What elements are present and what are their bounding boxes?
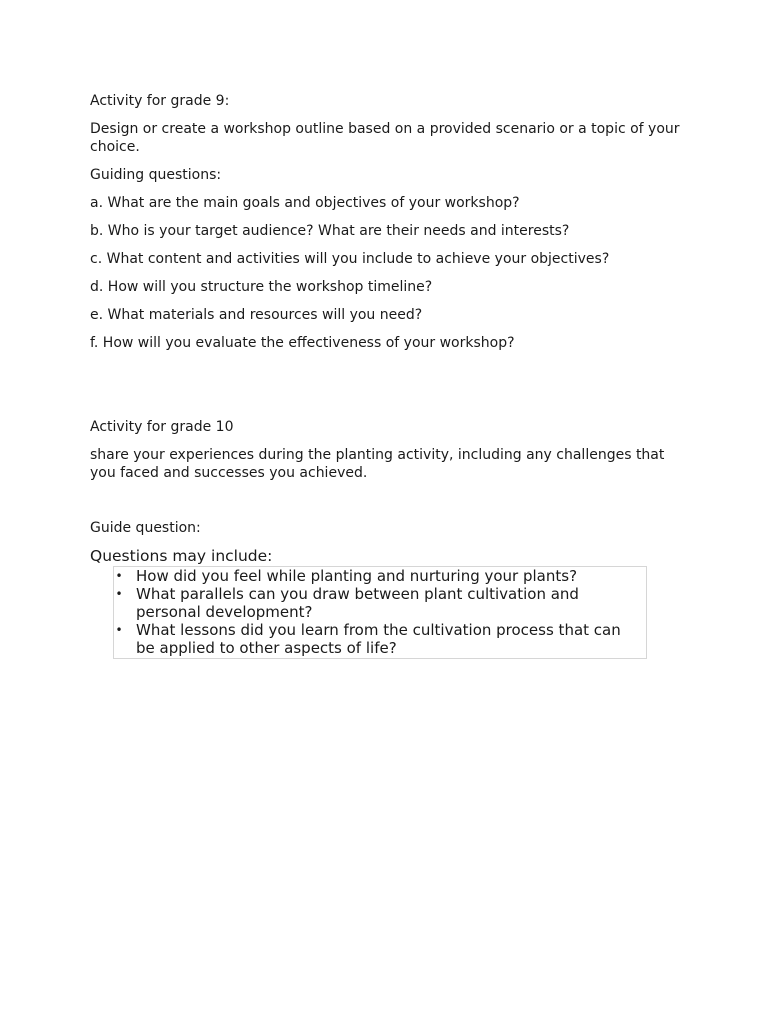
bullet-icon: • [115,587,123,601]
grade10-questions-heading: Questions may include: [90,547,273,565]
document-body [90,92,680,659]
grade9-question-c: c. What content and activities will you include to achieve your objectives? [90,251,610,267]
grade9-question-e: e. What materials and resources will you need? [90,307,423,323]
grade9-heading: Activity for grade 9: [90,93,230,109]
section-gap [90,362,680,418]
grade9-question-b: b. Who is your target audience? What are their needs and interests? [90,223,570,239]
paragraph-gap [90,492,680,519]
list-item [115,567,638,585]
bullet-icon: • [115,623,123,637]
grade10-intro: share your experiences during the planting activity, including any challenges that you faced and successes you achieved. [90,447,665,481]
list-item-text: What parallels can you draw between plant cultivation and personal development? [136,585,579,621]
list-item [115,585,638,621]
questions-box [113,566,647,659]
bullet-icon: • [115,569,123,583]
list-item [115,621,638,657]
questions-list [115,567,638,657]
grade10-heading: Activity for grade 10 [90,419,234,435]
grade9-question-d: d. How will you structure the workshop timeline? [90,279,433,295]
grade9-question-f: f. How will you evaluate the effectiveness of your workshop? [90,335,515,351]
grade9-guiding-label: Guiding questions: [90,167,222,183]
list-item-text: How did you feel while planting and nurturing your plants? [136,567,578,585]
list-item-text: What lessons did you learn from the cultivation process that can be applied to other aspects of life? [136,621,621,657]
grade10-guide-label: Guide question: [90,520,201,536]
grade9-question-a: a. What are the main goals and objectives of your workshop? [90,195,520,211]
grade9-intro: Design or create a workshop outline based on a provided scenario or a topic of your choice. [90,121,680,155]
